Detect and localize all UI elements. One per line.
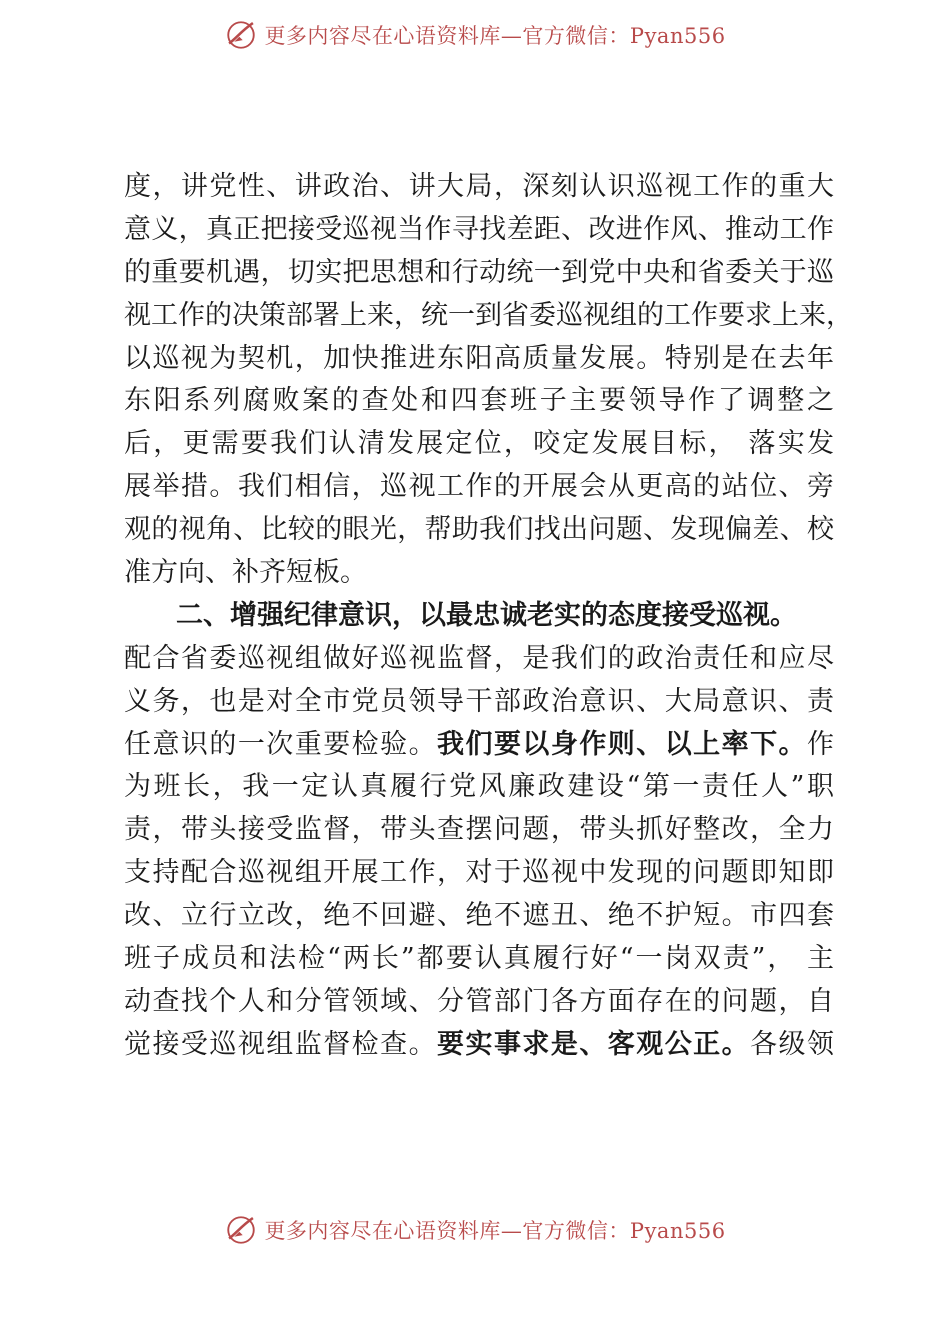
text-line: 意义，真正把接受巡视当作寻找差距、改进作风、推动工作	[124, 213, 834, 245]
text-line: 视工作的决策部署上来，统一到省委巡视组的工作要求上来，	[124, 299, 853, 331]
text-line: 责，带头接受监督，带头查摆问题，带头抓好整改，全力	[124, 814, 834, 846]
header-watermark	[0, 18, 950, 52]
footer-watermark	[0, 1213, 950, 1247]
text-segment: 各级领	[750, 1028, 835, 1060]
text-line: 观的视角、比较的眼光，帮助我们找出问题、发现偏差、校	[124, 514, 834, 546]
text-line	[124, 1024, 834, 1067]
text-line: 改、立行立改，绝不回避、绝不遮丑、绝不护短。市四套	[124, 900, 834, 932]
text-line: 准方向、补齐短板。	[124, 557, 367, 589]
text-segment: 觉接受巡视组监督检查。	[124, 1028, 438, 1060]
watermark-text: 更多内容尽在心语资料库—官方微信：Pyan556	[264, 24, 726, 48]
text-line: 配合省委巡视组做好巡视监督，是我们的政治责任和应尽	[124, 642, 834, 674]
text-line: 展举措。我们相信，巡视工作的开展会从更高的站位、旁	[124, 471, 834, 503]
section-heading: 二、增强纪律意识，以最忠诚老实的态度接受巡视。	[176, 599, 797, 631]
text-line: 东阳系列腐败案的查处和四套班子主要领导作了调整之	[124, 385, 834, 417]
text-line: 为班长，我一定认真履行党风廉政建设“第一责任人”职	[124, 771, 834, 803]
text-line: 班子成员和法检“两长”都要认真履行好“一岗双责”， 主	[124, 943, 834, 975]
fountain-pen-logo-icon	[224, 1213, 258, 1247]
text-line: 后，更需要我们认清发展定位，咬定发展目标， 落实发	[124, 428, 834, 460]
bold-emphasis: 我们要以身作则、以上率下。	[437, 728, 808, 760]
text-segment: 任意识的一次重要检验。	[124, 728, 438, 760]
text-segment: 作	[807, 728, 835, 760]
text-line: 以巡视为契机，加快推进东阳高质量发展。特别是在去年	[124, 342, 834, 374]
text-line	[124, 724, 834, 767]
text-line: 义务，也是对全市党员领导干部政治意识、大局意识、责	[124, 685, 834, 717]
text-line: 支持配合巡视组开展工作，对于巡视中发现的问题即知即	[124, 857, 834, 889]
document-body	[124, 166, 853, 1067]
text-line: 的重要机遇，切实把思想和行动统一到党中央和省委关于巡	[124, 256, 834, 288]
fountain-pen-logo-icon	[224, 18, 258, 52]
bold-emphasis: 要实事求是、客观公正。	[437, 1028, 751, 1060]
text-line: 动查找个人和分管领域、分管部门各方面存在的问题，自	[124, 985, 834, 1017]
text-line: 度，讲党性、讲政治、讲大局，深刻认识巡视工作的重大	[124, 171, 834, 202]
watermark-text: 更多内容尽在心语资料库—官方微信：Pyan556	[264, 1219, 726, 1243]
